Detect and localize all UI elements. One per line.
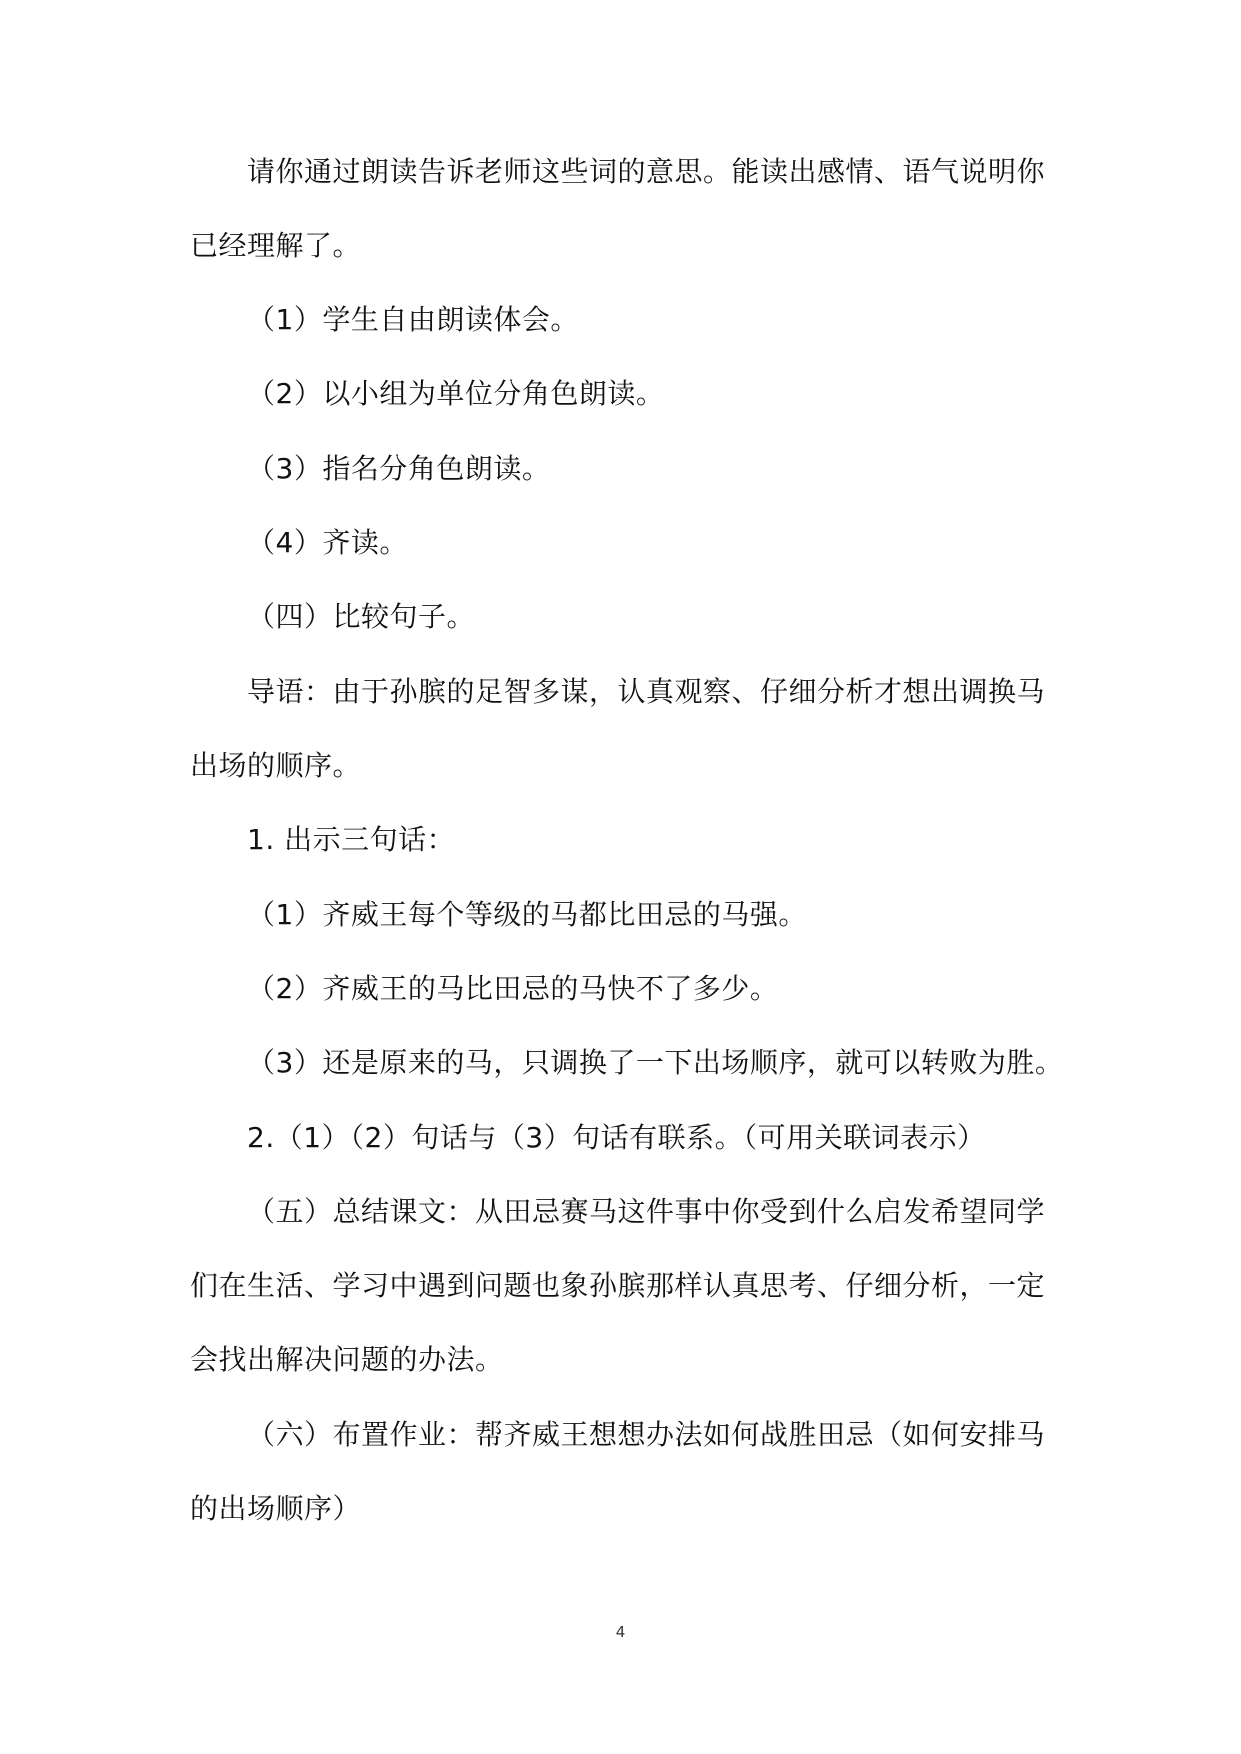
list-item: （2）齐威王的马比田忌的马快不了多少。 [247,972,779,1005]
list-item: 1. 出示三句话： [247,823,456,856]
paragraph-line: 已经理解了。 [190,229,362,262]
list-item: （3）还是原来的马，只调换了一下出场顺序，就可以转败为胜。 [247,1046,1064,1079]
page-number: 4 [615,1623,626,1641]
list-item: （1）学生自由朗读体会。 [247,303,579,336]
paragraph-line: 出场的顺序。 [190,749,362,782]
list-item: （2）以小组为单位分角色朗读。 [247,377,665,410]
paragraph-line: 的出场顺序） [190,1492,362,1525]
section-heading: （六）布置作业：帮齐威王想想办法如何战胜田忌（如何安排马 [247,1418,1046,1451]
list-item: （1）齐威王每个等级的马都比田忌的马强。 [247,898,807,931]
section-heading: （四）比较句子。 [247,600,476,633]
paragraph-line: 们在生活、学习中遇到问题也象孙膑那样认真思考、仔细分析，一定 [190,1269,1046,1302]
section-heading: （五）总结课文：从田忌赛马这件事中你受到什么启发希望同学 [247,1195,1046,1228]
list-item: （3）指名分角色朗读。 [247,452,551,485]
paragraph-line: 请你通过朗读告诉老师这些词的意思。能读出感情、语气说明你 [247,155,1046,188]
list-item: 2.（1）（2）句话与（3）句话有联系。（可用关联词表示） [247,1121,986,1154]
paragraph-line: 导语：由于孙膑的足智多谋，认真观察、仔细分析才想出调换马 [247,675,1046,708]
list-item: （4）齐读。 [247,526,408,559]
paragraph-line: 会找出解决问题的办法。 [190,1343,504,1376]
